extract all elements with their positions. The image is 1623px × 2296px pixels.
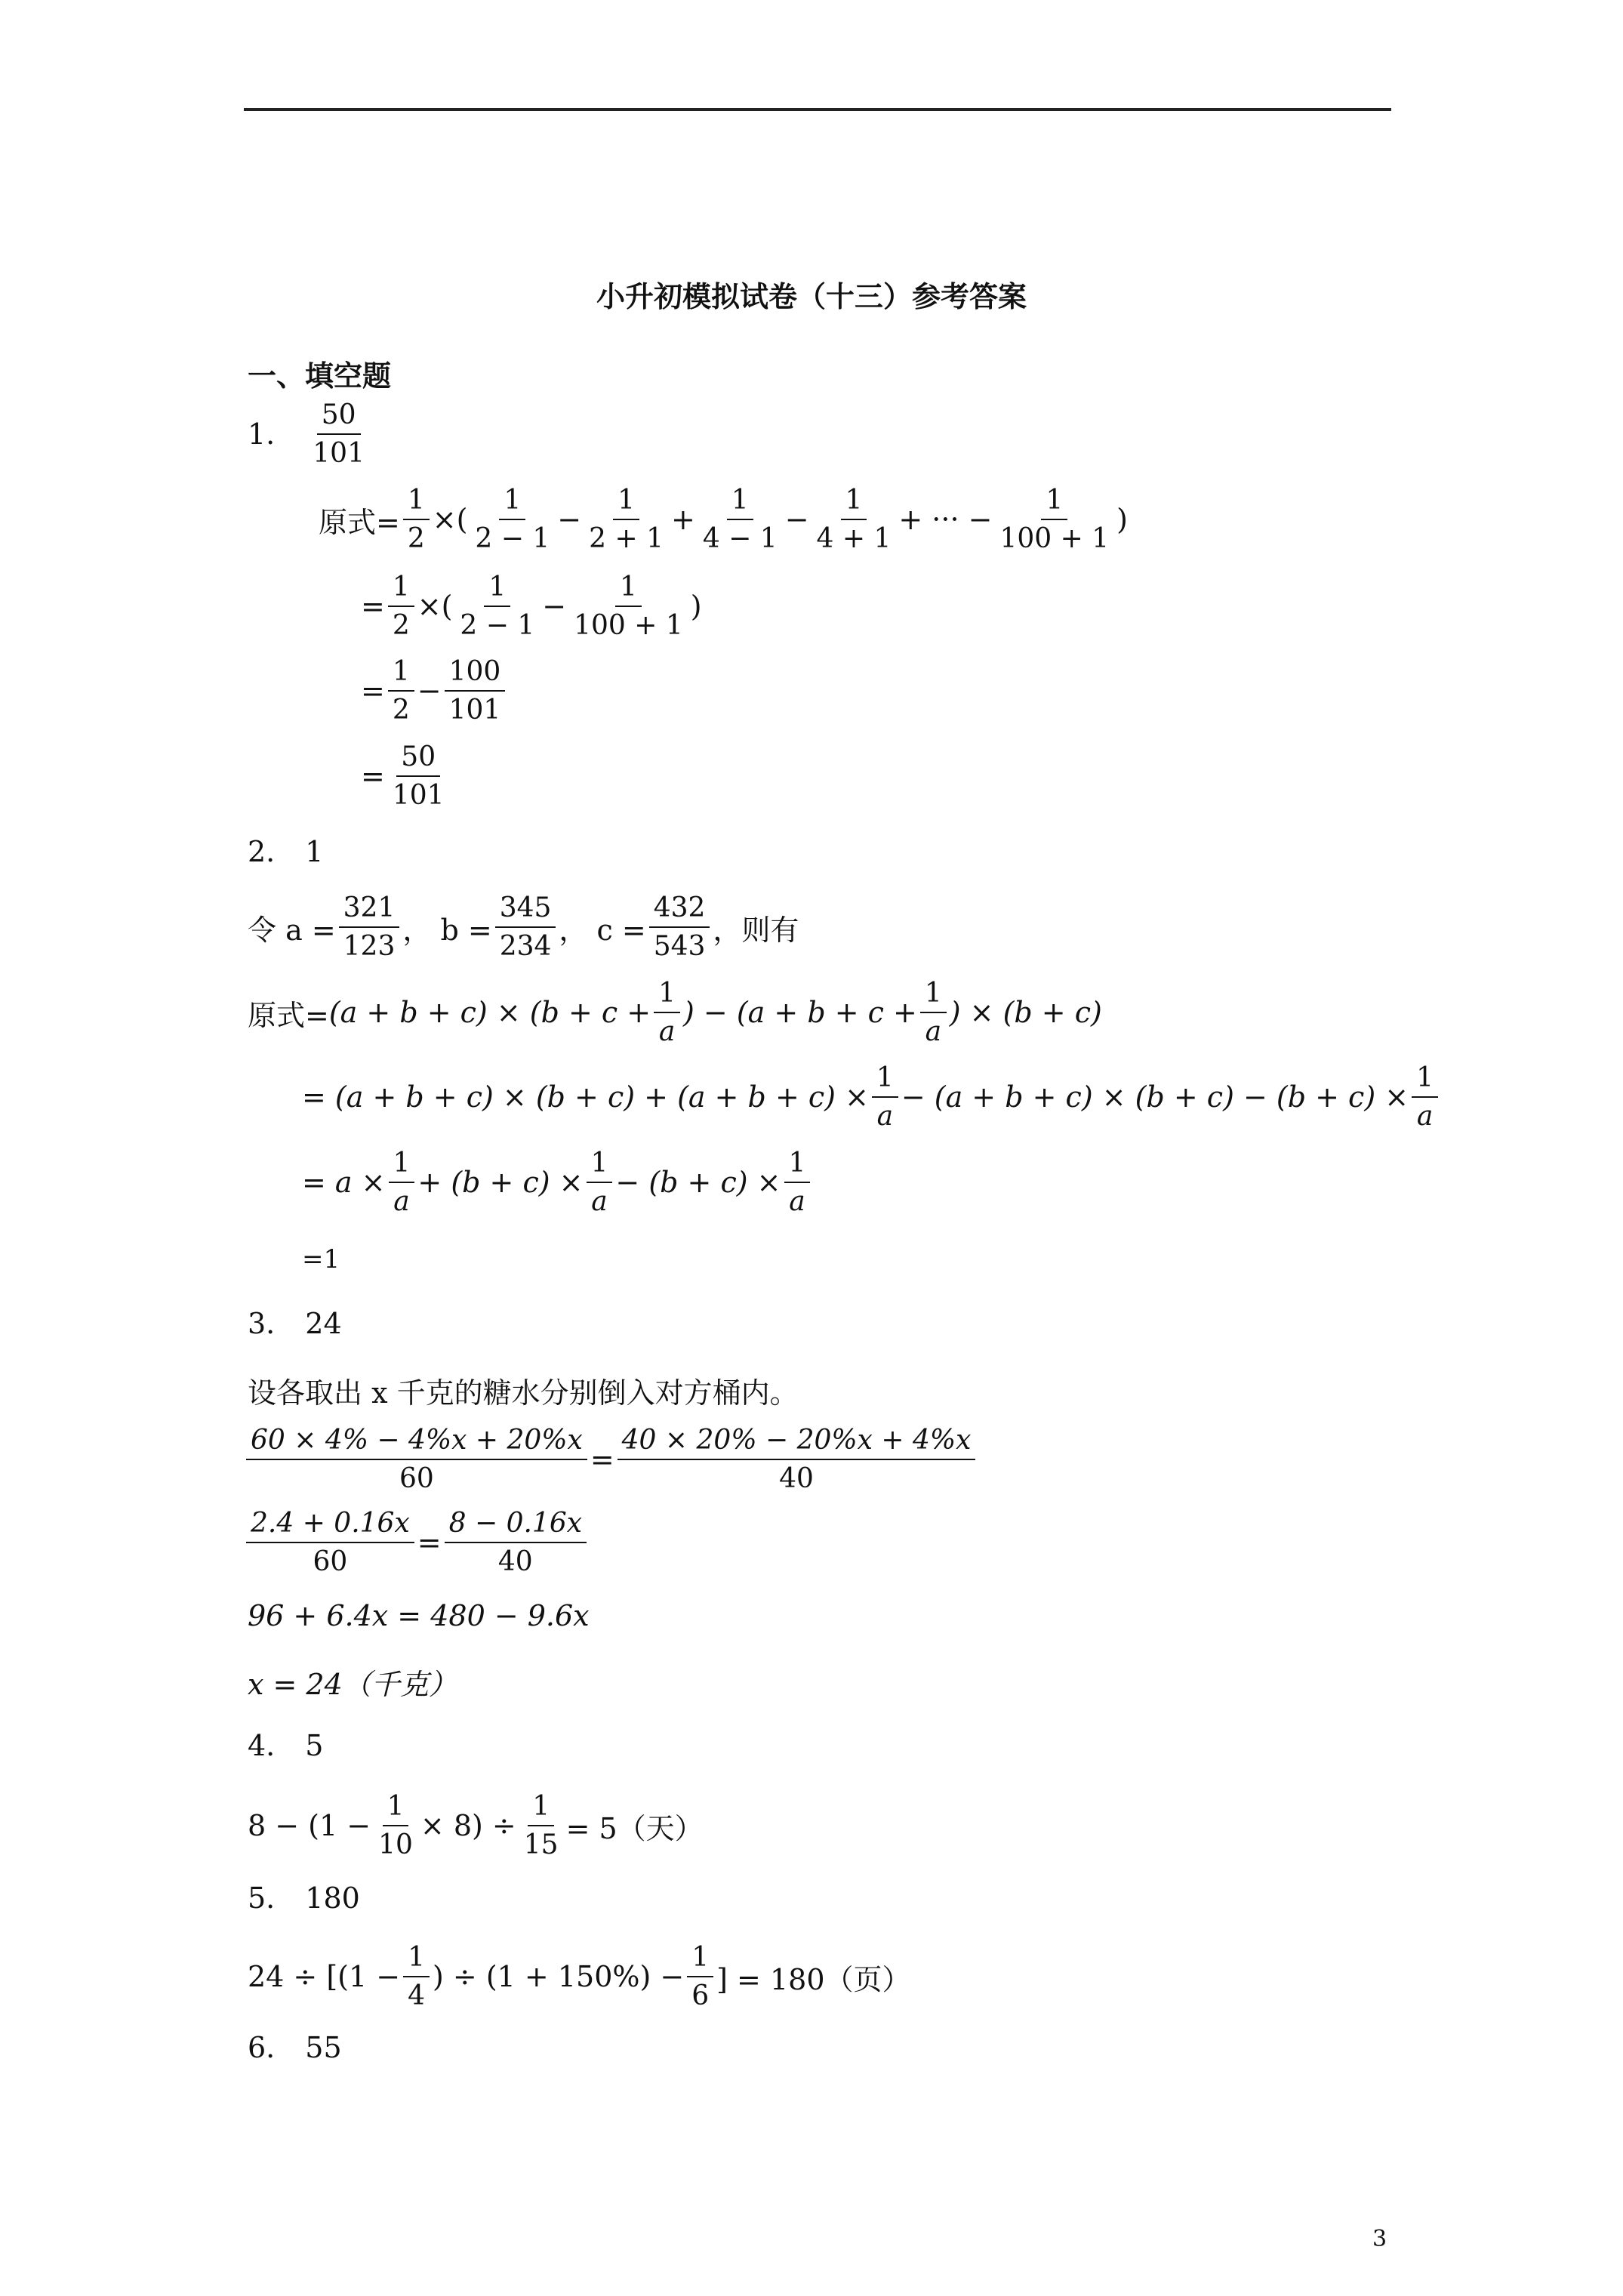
q1-answer-line bbox=[248, 398, 372, 470]
q2-step-2: = (a + b + c) × (b + c) + (a + b + c) × $\frac{1}{a}$ − (a + b + c) × (b + c) − (b + c) × $\frac{1}{a}$ bbox=[302, 1061, 1441, 1133]
q1-label: 1. bbox=[248, 418, 276, 451]
section-heading: 一、填空题 bbox=[248, 359, 392, 393]
q2-step-3: = a × $\frac{1}{a}$ + (b + c) × $\frac{1}{a}$ − (b + c) × $\frac{1}{a}$ bbox=[302, 1146, 813, 1219]
q4-answer-line: 4. 5 bbox=[248, 1729, 324, 1762]
page-title: 小升初模拟试卷（十三）参考答案 bbox=[596, 279, 1027, 313]
q2-answer-line: 2. 1 bbox=[248, 835, 324, 868]
q1-step-4: = $\frac{50}{101}$ bbox=[361, 741, 445, 811]
q1-step-3: = $\frac{1}{2}$ − $\frac{100}{101}$ bbox=[361, 655, 508, 727]
q3-eq-1: $\frac{60 \times 4\% - 4\%x + 20\%x}{60}$ = $\frac{40 \times 20\% - 20\%x + 4\%x}{40}$ bbox=[243, 1423, 978, 1496]
q3-eq-3: 96 + 6.4x = 480 − 9.6x bbox=[248, 1599, 590, 1632]
header-rule bbox=[244, 108, 1391, 111]
q1-step-2: = $\frac{1}{2}$ ×( $\frac{1}{2 - 1}$ − $\frac{1}{100 + 1}$ ) bbox=[361, 572, 702, 641]
q2-step-1: 原式= (a + b + c) × (b + c + $\frac{1}{a}$ ) − (a + b + c + $\frac{1}{a}$ ) × (b + c) bbox=[248, 978, 1102, 1047]
q3-setup: 设各取出 x 千克的糖水分别倒入对方桶内。 bbox=[248, 1376, 799, 1410]
q2-step-4: =1 bbox=[302, 1244, 340, 1274]
page-number: 3 bbox=[1372, 2226, 1387, 2252]
q6-answer-line: 6. 55 bbox=[248, 2031, 342, 2064]
q3-answer-line: 3. 24 bbox=[248, 1307, 342, 1340]
q5-answer-line: 5. 180 bbox=[248, 1881, 360, 1915]
q1-step-1: 原式= $\frac{1}{2}$ ×( $\frac{1}{2 - 1}$ − $\frac{1}{2 + 1}$ + $\frac{1}{4 - 1}$ − $\frac{1}{4 + 1}$ + ··· − $\frac{1}{100 + 1}$ ) bbox=[319, 485, 1128, 554]
q2-let-line: 令 a = $\frac{321}{123}$ ， b = $\frac{345}{234}$ ， c = $\frac{432}{543}$ ，则有 bbox=[248, 892, 799, 962]
q1-answer-fraction: $\frac{50}{101}$ bbox=[313, 399, 365, 469]
q5-eq: 24 ÷ [(1 − $\frac{1}{4}$ ) ÷ (1 + 150%) − $\frac{1}{6}$ ] = 180（页） bbox=[248, 1942, 911, 2011]
q3-eq-4: x = 24（千克） bbox=[248, 1668, 457, 1701]
q4-eq: 8 − (1 − $\frac{1}{10}$ × 8) ÷ $\frac{1}{15}$ = 5（天） bbox=[248, 1791, 704, 1860]
q3-eq-2: $\frac{2.4 + 0.16x}{60}$ = $\frac{8 - 0.16x}{40}$ bbox=[243, 1506, 590, 1579]
